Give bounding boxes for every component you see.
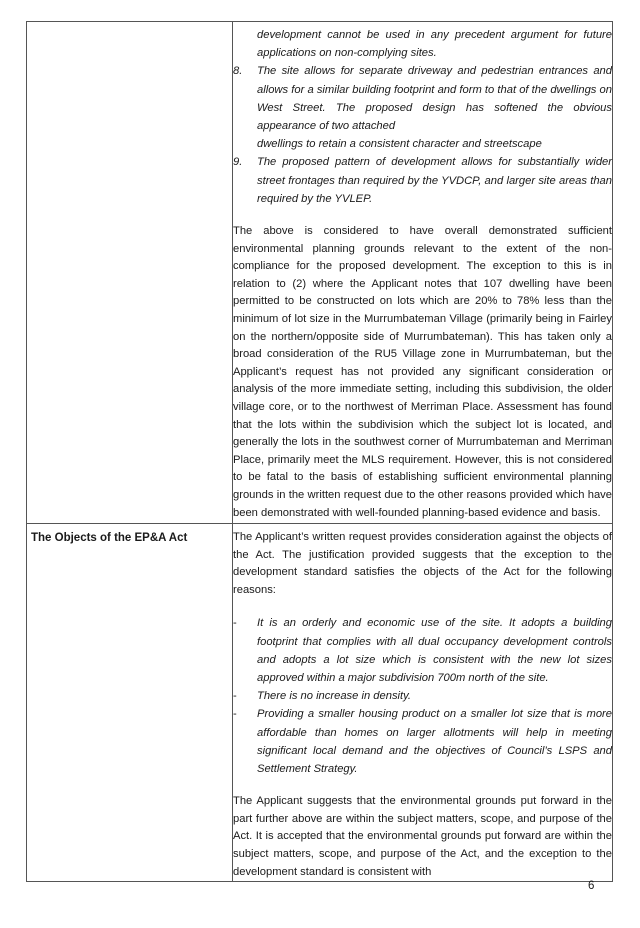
list-item	[233, 687, 612, 705]
list-item-text-extra: dwellings to retain a consistent character and streetscape	[257, 138, 542, 151]
assessment-paragraph: The above is considered to have overall demonstrated sufficient environmental planning grounds relevant to the extent of the non-compliance for the proposed development. The exception to this is in relation to (2) where the Applicant notes that 107 dwelling have been permitted to be constructed on lots which are 20% to 78% less than the minimum of lot size in the Murrumbateman Village (primarily being in Fairley on the northern/opposite side of Murrumbateman). This has taken only a broad consideration of the RU5 Village zone in Murrumbateman, but the Applicant’s request has not provided any significant consideration or analysis of the more immediate setting, including this subdivision, the older village core, or to the northwest of Merriman Place. Assessment has found that the lots within the subdivision which the subject lot is located, and generally the lots in the southwest corner of Murrumbateman and Merriman Place, primarily meet the MLS requirement. However, this is not considered to be fatal to the basis of establishing sufficient environmental planning grounds in the written request due to the other reasons provided which have been demonstrated with well-founded planning-based evidence and basis.	[233, 225, 612, 519]
list-continuation: development cannot be used in any precedent argument for future applications on non-complying sites.	[257, 29, 612, 60]
list-item-text: Providing a smaller housing product on a smaller lot size that is more affordable than homes on larger allotments will help in meeting significant local demand and the objectives of Council’s LSPS and Settlement Strategy.	[257, 708, 612, 775]
list-item	[233, 614, 612, 687]
row-label-cell	[27, 22, 233, 524]
numbered-list	[233, 62, 612, 208]
list-item-text: There is no increase in density.	[257, 690, 412, 703]
row-content-cell	[233, 524, 613, 882]
table-row	[27, 524, 613, 882]
bullet-dash: -	[233, 708, 237, 721]
bullet-list	[233, 614, 612, 778]
assessment-table	[26, 21, 613, 882]
list-number: 9.	[233, 156, 243, 169]
list-item-text: The site allows for separate driveway and pedestrian entrances and allows for a similar building footprint and form to that of the dwellings on West Street. The proposed design has softened the obvious appearance of two attached	[257, 65, 612, 133]
list-item-text: The proposed pattern of development allows for substantially wider street frontages than required by the YVDCP, and larger site areas than required by the YVLEP.	[257, 156, 612, 205]
list-item	[233, 62, 612, 153]
row-label-cell	[27, 524, 233, 882]
list-number: 8.	[233, 65, 243, 78]
intro-paragraph: The Applicant’s written request provides consideration against the objects of the Act. The justification provided suggests that the exception to the development standard satisfies the objects of the Act for the following reasons:	[233, 531, 612, 596]
list-item-text: It is an orderly and economic use of the site. It adopts a building footprint that complies with all dual occupancy development controls and adopts a lot size which is consistent with the new lot sizes approved within a major subdivision 700m north of the site.	[257, 617, 612, 684]
list-item	[233, 705, 612, 778]
page-number: 6	[588, 880, 595, 892]
closing-paragraph: The Applicant suggests that the environmental grounds put forward in the part further above are within the subject matters, scope, and purpose of the Act. It is accepted that the environmental grounds put forward are within the subject matters, scope, and purpose of the Act, and the exception to the development standard is consistent with	[233, 795, 612, 878]
bullet-dash: -	[233, 690, 237, 703]
list-item	[233, 153, 612, 208]
bullet-dash: -	[233, 617, 237, 630]
row-content-cell	[233, 22, 613, 524]
table-row	[27, 22, 613, 524]
row-label: The Objects of the EP&A Act	[31, 532, 188, 544]
